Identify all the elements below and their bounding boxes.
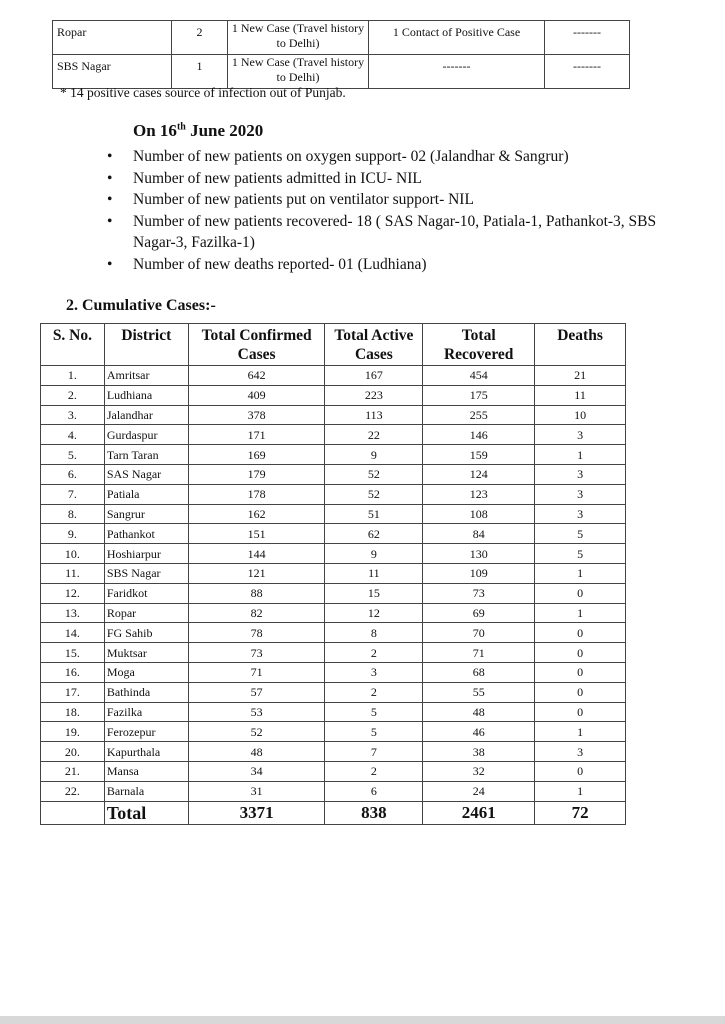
- source-district: Ropar: [53, 21, 172, 55]
- table-row: [41, 464, 626, 484]
- cell-district: Moga: [104, 662, 188, 682]
- table-row: [41, 405, 626, 425]
- list-item: [107, 211, 667, 254]
- total-row: [41, 801, 626, 824]
- cell-recovered: 32: [423, 761, 535, 781]
- cell-sno: 6.: [41, 464, 105, 484]
- source-other: -------: [545, 21, 630, 55]
- cell-deaths: 3: [535, 742, 626, 762]
- cell-sno: 11.: [41, 563, 105, 583]
- cell-active: 2: [325, 761, 423, 781]
- cell-active: 167: [325, 366, 423, 386]
- cell-deaths: 3: [535, 484, 626, 504]
- total-deaths: 72: [535, 801, 626, 824]
- cell-sno: 5.: [41, 445, 105, 465]
- total-active: 838: [325, 801, 423, 824]
- cell-sno: 20.: [41, 742, 105, 762]
- cell-confirmed: 169: [188, 445, 325, 465]
- cell-confirmed: 82: [188, 603, 325, 623]
- date-heading: [133, 121, 263, 141]
- header-active-line2: Cases: [354, 346, 393, 363]
- cell-deaths: 1: [535, 563, 626, 583]
- cell-sno: 15.: [41, 643, 105, 663]
- cell-sno: 12.: [41, 583, 105, 603]
- cell-district: Jalandhar: [104, 405, 188, 425]
- cell-active: 51: [325, 504, 423, 524]
- date-heading-ordinal: th: [176, 121, 186, 133]
- list-item: [107, 189, 667, 211]
- cell-active: 2: [325, 643, 423, 663]
- footnote: * 14 positive cases source of infection out of Punjab.: [60, 85, 346, 100]
- cell-deaths: 0: [535, 702, 626, 722]
- cell-deaths: 3: [535, 464, 626, 484]
- total-confirmed: 3371: [188, 801, 325, 824]
- cell-confirmed: 642: [188, 366, 325, 386]
- cell-confirmed: 34: [188, 761, 325, 781]
- table-row: [41, 425, 626, 445]
- cell-district: Pathankot: [104, 524, 188, 544]
- cell-confirmed: 31: [188, 781, 325, 801]
- header-recovered-line1: Total: [461, 327, 496, 344]
- cell-active: 2: [325, 682, 423, 702]
- cell-district: Kapurthala: [104, 742, 188, 762]
- cumulative-cases-table: [40, 323, 626, 825]
- table-row: [41, 603, 626, 623]
- table-row: [41, 563, 626, 583]
- bullet-dot: •: [107, 255, 113, 273]
- cell-recovered: 159: [423, 445, 535, 465]
- cell-active: 12: [325, 603, 423, 623]
- cell-sno: 8.: [41, 504, 105, 524]
- cell-district: Gurdaspur: [104, 425, 188, 445]
- cumulative-table-body: [41, 366, 626, 802]
- cell-sno: 22.: [41, 781, 105, 801]
- table-row: [41, 662, 626, 682]
- cell-deaths: 10: [535, 405, 626, 425]
- source-new-case: [228, 21, 369, 55]
- bullet-dot: •: [107, 191, 113, 208]
- source-other: -------: [545, 55, 630, 89]
- cell-confirmed: 53: [188, 702, 325, 722]
- cell-confirmed: 88: [188, 583, 325, 603]
- cell-recovered: 73: [423, 583, 535, 603]
- cell-active: 113: [325, 405, 423, 425]
- cell-deaths: 1: [535, 781, 626, 801]
- cell-district: Barnala: [104, 781, 188, 801]
- cell-district: Amritsar: [104, 366, 188, 386]
- source-count: 2: [172, 21, 228, 55]
- cell-recovered: 175: [423, 385, 535, 405]
- header-active: [325, 324, 423, 366]
- cell-district: Hoshiarpur: [104, 544, 188, 564]
- list-item-text: Number of new patients put on ventilator support- NIL: [133, 191, 474, 208]
- header-active-line1: Total Active: [334, 327, 414, 344]
- cell-sno: 19.: [41, 722, 105, 742]
- cell-recovered: 46: [423, 722, 535, 742]
- cell-active: 22: [325, 425, 423, 445]
- source-row: [53, 21, 630, 55]
- cell-sno: 13.: [41, 603, 105, 623]
- total-recovered: 2461: [423, 801, 535, 824]
- bullet-dot: •: [107, 148, 113, 165]
- header-recovered-line2: Recovered: [443, 346, 514, 363]
- cell-active: 5: [325, 702, 423, 722]
- cell-deaths: 1: [535, 445, 626, 465]
- cell-recovered: 71: [423, 643, 535, 663]
- cell-confirmed: 71: [188, 662, 325, 682]
- cell-recovered: 109: [423, 563, 535, 583]
- cell-district: Tarn Taran: [104, 445, 188, 465]
- new-cases-source-table: [52, 20, 630, 89]
- cell-confirmed: 121: [188, 563, 325, 583]
- cell-district: Faridkot: [104, 583, 188, 603]
- cell-active: 7: [325, 742, 423, 762]
- cell-deaths: 1: [535, 603, 626, 623]
- cell-sno: 2.: [41, 385, 105, 405]
- source-new-case-line2: to Delhi): [276, 36, 320, 50]
- source-row: [53, 55, 630, 89]
- table-row: [41, 722, 626, 742]
- table-row: [41, 524, 626, 544]
- cell-sno: 18.: [41, 702, 105, 722]
- cell-active: 52: [325, 464, 423, 484]
- cell-sno: 9.: [41, 524, 105, 544]
- cell-recovered: 255: [423, 405, 535, 425]
- header-confirmed-line2: Cases: [237, 346, 276, 363]
- table-row: [41, 504, 626, 524]
- cell-deaths: 11: [535, 385, 626, 405]
- source-district: SBS Nagar: [53, 55, 172, 89]
- cell-deaths: 0: [535, 682, 626, 702]
- table-row: [41, 544, 626, 564]
- cell-deaths: 0: [535, 643, 626, 663]
- cell-district: Fazilka: [104, 702, 188, 722]
- total-sno-cell: [41, 801, 105, 824]
- table-row: [41, 583, 626, 603]
- cell-confirmed: 171: [188, 425, 325, 445]
- daily-update-list: [107, 146, 667, 275]
- cell-district: Ferozepur: [104, 722, 188, 742]
- list-item: [107, 146, 667, 168]
- cell-deaths: 0: [535, 662, 626, 682]
- table-row: [41, 761, 626, 781]
- bullet-dot: •: [107, 169, 113, 187]
- cell-district: Ropar: [104, 603, 188, 623]
- cell-recovered: 24: [423, 781, 535, 801]
- cell-deaths: 3: [535, 425, 626, 445]
- cell-recovered: 68: [423, 662, 535, 682]
- cell-confirmed: 52: [188, 722, 325, 742]
- new-cases-source-table-body: [53, 21, 630, 89]
- list-item-text: Number of new deaths reported- 01 (Ludhiana): [133, 255, 427, 273]
- cell-recovered: 454: [423, 366, 535, 386]
- list-item: [107, 168, 667, 190]
- cell-active: 6: [325, 781, 423, 801]
- cell-sno: 16.: [41, 662, 105, 682]
- cell-recovered: 55: [423, 682, 535, 702]
- source-count: 1: [172, 55, 228, 89]
- date-heading-suffix: June 2020: [185, 121, 264, 140]
- cell-recovered: 69: [423, 603, 535, 623]
- source-new-case-line2: to Delhi): [276, 70, 320, 84]
- cell-district: Patiala: [104, 484, 188, 504]
- cell-confirmed: 57: [188, 682, 325, 702]
- cell-deaths: 0: [535, 761, 626, 781]
- cell-confirmed: 144: [188, 544, 325, 564]
- cell-sno: 7.: [41, 484, 105, 504]
- cell-deaths: 1: [535, 722, 626, 742]
- date-heading-prefix: On 16: [133, 121, 177, 140]
- cell-active: 15: [325, 583, 423, 603]
- cell-district: SAS Nagar: [104, 464, 188, 484]
- cell-deaths: 5: [535, 544, 626, 564]
- cumulative-header-row: [41, 324, 626, 366]
- list-item-text: Number of new patients recovered- 18 ( SAS Nagar-10, Patiala-1, Pathankot-3, SBS Nagar-3, Fazilka-1): [133, 212, 657, 251]
- cell-confirmed: 73: [188, 643, 325, 663]
- table-row: [41, 643, 626, 663]
- table-row: [41, 623, 626, 643]
- list-item: [107, 254, 667, 276]
- source-new-case-line1: 1 New Case (Travel history: [231, 21, 365, 35]
- cell-active: 3: [325, 662, 423, 682]
- header-confirmed: [188, 324, 325, 366]
- cell-district: Ludhiana: [104, 385, 188, 405]
- table-row: [41, 682, 626, 702]
- cell-sno: 3.: [41, 405, 105, 425]
- cell-sno: 14.: [41, 623, 105, 643]
- cell-active: 52: [325, 484, 423, 504]
- section-title: 2. Cumulative Cases:-: [66, 297, 216, 314]
- cell-confirmed: 179: [188, 464, 325, 484]
- list-item-text: Number of new patients on oxygen support- 02 (Jalandhar & Sangrur): [133, 148, 569, 165]
- total-label: Total: [104, 801, 188, 824]
- cell-recovered: 70: [423, 623, 535, 643]
- cell-district: SBS Nagar: [104, 563, 188, 583]
- cell-recovered: 124: [423, 464, 535, 484]
- cell-recovered: 108: [423, 504, 535, 524]
- cell-recovered: 38: [423, 742, 535, 762]
- cell-confirmed: 378: [188, 405, 325, 425]
- cell-district: Sangrur: [104, 504, 188, 524]
- table-row: [41, 385, 626, 405]
- table-row: [41, 366, 626, 386]
- bullet-dot: •: [107, 212, 113, 230]
- header-confirmed-line1: Total Confirmed: [201, 327, 312, 344]
- cell-confirmed: 48: [188, 742, 325, 762]
- cell-recovered: 130: [423, 544, 535, 564]
- source-new-case-line1: 1 New Case (Travel history: [231, 55, 365, 69]
- cell-confirmed: 151: [188, 524, 325, 544]
- cell-deaths: 5: [535, 524, 626, 544]
- cell-sno: 1.: [41, 366, 105, 386]
- cell-deaths: 0: [535, 623, 626, 643]
- cell-deaths: 21: [535, 366, 626, 386]
- cell-sno: 10.: [41, 544, 105, 564]
- cell-district: Muktsar: [104, 643, 188, 663]
- table-row: [41, 702, 626, 722]
- cell-active: 11: [325, 563, 423, 583]
- cell-recovered: 146: [423, 425, 535, 445]
- cell-district: Mansa: [104, 761, 188, 781]
- header-district: District: [104, 324, 188, 366]
- cell-district: Bathinda: [104, 682, 188, 702]
- source-new-case: [228, 55, 369, 89]
- table-row: [41, 742, 626, 762]
- cell-confirmed: 78: [188, 623, 325, 643]
- cell-sno: 17.: [41, 682, 105, 702]
- cell-deaths: 0: [535, 583, 626, 603]
- header-recovered: [423, 324, 535, 366]
- cell-district: FG Sahib: [104, 623, 188, 643]
- cell-active: 5: [325, 722, 423, 742]
- list-item-text: Number of new patients admitted in ICU- NIL: [133, 169, 422, 187]
- cell-deaths: 3: [535, 504, 626, 524]
- table-row: [41, 445, 626, 465]
- cell-active: 8: [325, 623, 423, 643]
- cell-recovered: 123: [423, 484, 535, 504]
- cell-active: 9: [325, 544, 423, 564]
- cell-confirmed: 162: [188, 504, 325, 524]
- table-row: [41, 484, 626, 504]
- cell-confirmed: 409: [188, 385, 325, 405]
- cell-active: 223: [325, 385, 423, 405]
- cell-recovered: 84: [423, 524, 535, 544]
- header-deaths: Deaths: [535, 324, 626, 366]
- cell-confirmed: 178: [188, 484, 325, 504]
- table-row: [41, 781, 626, 801]
- cell-active: 9: [325, 445, 423, 465]
- source-contact: 1 Contact of Positive Case: [369, 21, 545, 55]
- page-bottom-edge: [0, 1016, 725, 1024]
- cell-recovered: 48: [423, 702, 535, 722]
- cell-sno: 21.: [41, 761, 105, 781]
- cell-active: 62: [325, 524, 423, 544]
- cell-sno: 4.: [41, 425, 105, 445]
- source-contact: -------: [369, 55, 545, 89]
- header-sno: S. No.: [41, 324, 105, 366]
